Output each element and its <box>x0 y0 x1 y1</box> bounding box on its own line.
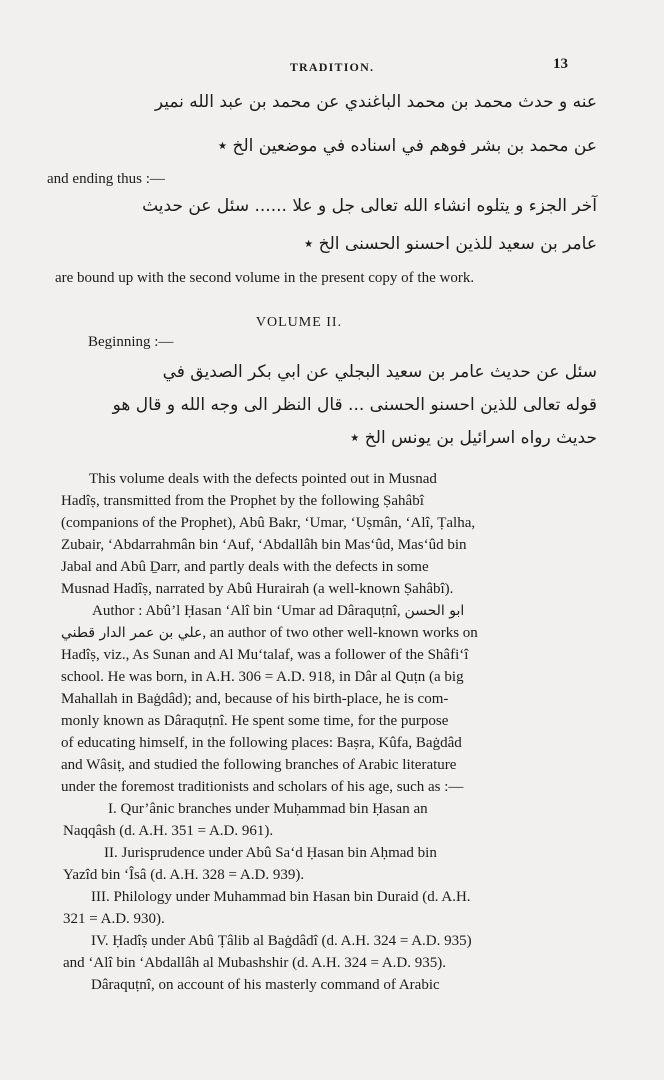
list-item: II. Jurisprudence under Abû Sa‘d Ḥasan bin Aḥmad bin <box>104 845 437 861</box>
paragraph-line: Hadîṣ, transmitted from the Prophet by the following Ṣahâbî <box>61 493 424 509</box>
arabic-quote-line: سئل عن حديث عامر بن سعيد البجلي عن ابي بكر الصديق في <box>162 362 597 382</box>
paragraph-line <box>92 603 464 620</box>
author-works: , an author of two other well-known works on <box>202 625 478 641</box>
paragraph-line: Dâraquṭnî, on account of his masterly command of Arabic <box>91 977 440 993</box>
paragraph-line <box>61 625 478 642</box>
list-item-continuation: 321 = A.D. 930). <box>63 911 165 927</box>
closing-sentence: are bound up with the second volume in the present copy of the work. <box>55 270 475 286</box>
arabic-quote-line: حديث رواه اسرائيل بن يونس الخ ٭ <box>350 428 597 448</box>
paragraph-line: and Wâsiṭ, and studied the following branches of Arabic literature <box>61 757 457 773</box>
arabic-quote-line: عن محمد بن بشر فوهم في اسناده في موضعين الخ ٭ <box>217 136 597 156</box>
arabic-quote-line: قوله تعالى للذين احسنو الحسنى ... قال النظر الى وجه الله و قال هو <box>112 395 597 415</box>
paragraph-line: school. He was born, in A.H. 306 = A.D. 918, in Dâr al Quṭn (a big <box>61 669 464 685</box>
list-item: III. Philology under Muhammad bin Hasan bin Duraid (d. A.H. <box>91 889 471 905</box>
list-item-continuation: and ‘Alî bin ‘Abdallâh al Mubashshir (d. A.H. 324 = A.D. 935). <box>63 955 446 971</box>
paragraph-line: Zubair, ‘Abdarrahmân bin ‘Auf, ‘Abdallâh bin Mas‘ûd, Mas‘ûd bin <box>61 537 467 553</box>
paragraph-line: Jabal and Abû Ḏarr, and partly deals with the defects in some <box>61 559 429 575</box>
running-title: TRADITION. <box>289 60 375 74</box>
page-number: 13 <box>553 56 568 72</box>
paragraph-line: (companions of the Prophet), Abû Bakr, ‘Umar, ‘Uṣmân, ‘Alî, Ṭalha, <box>61 515 476 531</box>
beginning-label: Beginning :— <box>88 334 174 350</box>
arabic-quote-line: عامر بن سعيد للذين احسنو الحسنى الخ ٭ <box>303 234 597 254</box>
list-item: I. Qur’ânic branches under Muḥammad bin Ḥasan an <box>108 801 428 817</box>
author-intro: Author : Abû’l Ḥasan ‘Alî bin ‘Umar ad Dâraquṭnî, <box>92 603 401 619</box>
arabic-name-inline: علي بن عمر الدار قطني <box>61 625 203 641</box>
paragraph-line: monly known as Dâraquṭnî. He spent some time, for the purpose <box>61 713 449 729</box>
paragraph-line: Hadîṣ, viz., As Sunan and Al Mu‘talaf, was a follower of the Shâfi‘î <box>61 647 469 663</box>
list-item: IV. Ḥadîṣ under Abû Ṭâlib al Baġdâdî (d. A.H. 324 = A.D. 935) <box>91 933 472 949</box>
paragraph-line: Musnad Hadîṣ, narrated by Abû Hurairah (a well-known Ṣahâbî). <box>61 581 454 597</box>
arabic-quote-line: آخر الجزء و يتلوه انشاء الله تعالى جل و علا ...... سئل عن حديث <box>142 196 597 216</box>
paragraph-line: under the foremost traditionists and scholars of his age, such as :— <box>61 779 464 795</box>
arabic-quote-line: عنه و حدث محمد بن محمد الباغندي عن محمد بن عبد الله نمير <box>154 92 597 112</box>
list-item-continuation: Naqqâsh (d. A.H. 351 = A.D. 961). <box>63 823 274 839</box>
paragraph-line: of educating himself, in the following places: Baṣra, Kûfa, Baġdâd <box>61 735 462 751</box>
list-item-continuation: Yazîd bin ‘Îsâ (d. A.H. 328 = A.D. 939). <box>63 867 305 883</box>
paragraph-line: Mahallah in Baġdâd); and, because of his birth-place, he is com- <box>61 691 449 707</box>
arabic-name-inline: ابو الحسن <box>404 603 465 619</box>
paragraph-line: This volume deals with the defects pointed out in Musnad <box>89 471 437 487</box>
ending-label: and ending thus :— <box>47 171 165 187</box>
section-heading: VOLUME II. <box>255 315 343 330</box>
